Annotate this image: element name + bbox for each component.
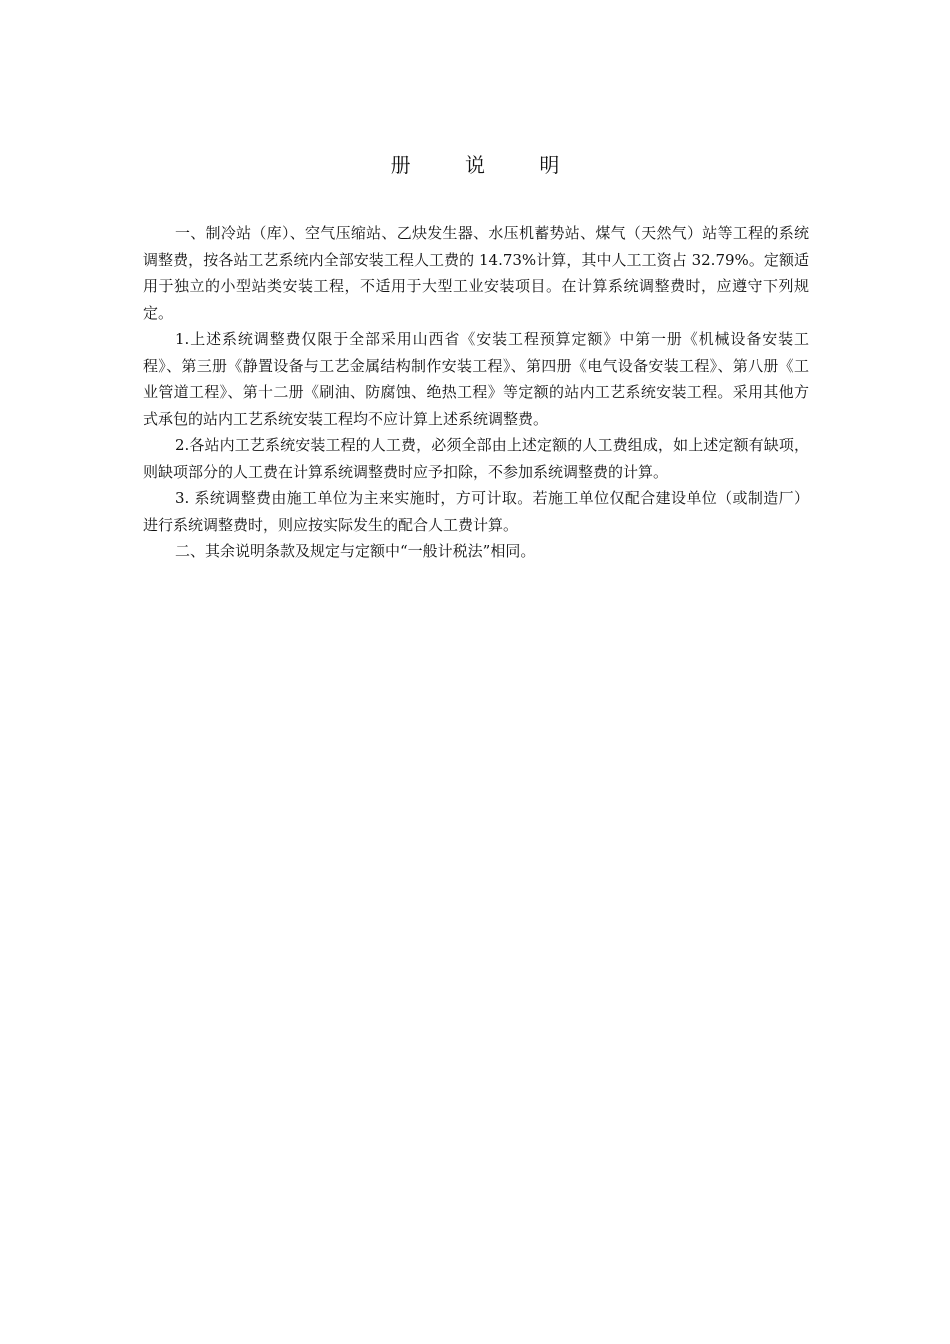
paragraph-section-two: 二、其余说明条款及规定与定额中“一般计税法”相同。 (175, 542, 536, 560)
paragraph-rule-3: 3. 系统调整费由施工单位为主来实施时，方可计取。若施工单位仅配合建设单位（或制造厂）进行系统调整费时，则应按实际发生的配合人工费计算。 (143, 489, 809, 534)
paragraph-section-one: 一、制冷站（库）、空气压缩站、乙炔发生器、水压机蓄势站、煤气（天然气）站等工程的系统调整费，按各站工艺系统内全部安装工程人工费的 14.73%计算，其中人工工资占 32.79%。定额适用于独立的小型站类安装工程，不适用于大型工业安装项目。在计算系统调整费时，应遵守下列规定。 (143, 224, 809, 322)
paragraph-rule-1: 1.上述系统调整费仅限于全部采用山西省《安装工程预算定额》中第一册《机械设备安装工程》、第三册《静置设备与工艺金属结构制作安装工程》、第四册《电气设备安装工程》、第八册《工业管道工程》、第十二册《刷油、防腐蚀、绝热工程》等定额的站内工艺系统安装工程。采用其他方式承包的站内工艺系统安装工程均不应计算上述系统调整费。 (143, 330, 809, 428)
paragraph-rule-2: 2.各站内工艺系统安装工程的人工费，必须全部由上述定额的人工费组成，如上述定额有缺项，则缺项部分的人工费在计算系统调整费时应予扣除，不参加系统调整费的计算。 (143, 436, 809, 481)
page-title: 册 说 明 (390, 153, 584, 177)
document-body (143, 220, 809, 565)
